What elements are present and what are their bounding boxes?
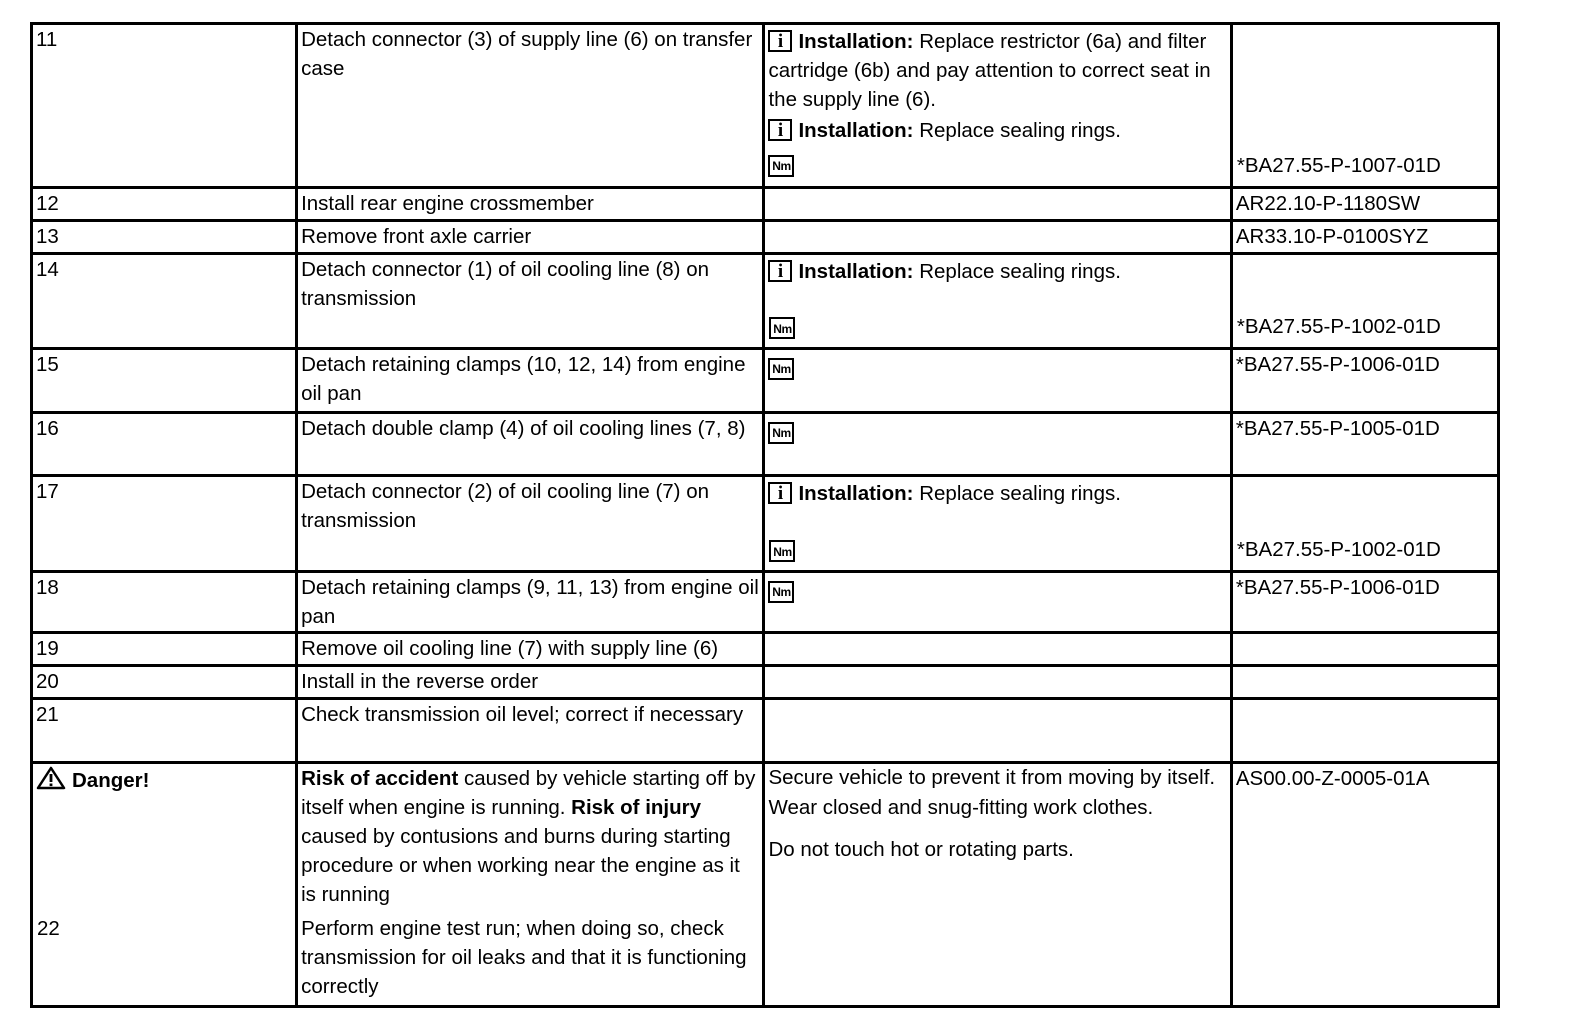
step-action: Install in the reverse order bbox=[297, 666, 764, 699]
reference-link[interactable]: *BA27.55-P-1006-01D bbox=[1231, 349, 1498, 413]
torque-icon: Nm bbox=[768, 581, 794, 603]
table-row bbox=[32, 24, 1499, 188]
table-row bbox=[32, 476, 1499, 572]
torque-icon: Nm bbox=[768, 358, 794, 380]
table-row bbox=[32, 699, 1499, 763]
installation-text: Replace sealing rings. bbox=[919, 260, 1121, 283]
torque-icon: Nm bbox=[768, 155, 794, 177]
reference-cell bbox=[1231, 699, 1498, 763]
safety-measure: Wear closed and snug-fitting work clothes. bbox=[768, 796, 1154, 819]
step-number: 15 bbox=[32, 349, 297, 413]
step-notes bbox=[764, 633, 1231, 666]
installation-text: Replace restrictor (6a) and filter cartridge (6b) and pay attention to correct seat in the supply line (6). bbox=[768, 30, 1211, 111]
step-action: Detach connector (3) of supply line (6) on transfer case bbox=[297, 24, 764, 188]
table-row bbox=[32, 572, 1499, 633]
risk-text bbox=[301, 764, 759, 914]
step-action: Install rear engine crossmember bbox=[297, 188, 764, 221]
table-row-danger bbox=[32, 763, 1499, 1007]
step-number: 22 bbox=[37, 917, 60, 940]
info-icon: i bbox=[768, 119, 792, 141]
step-number: 19 bbox=[32, 633, 297, 666]
table-row bbox=[32, 188, 1499, 221]
table-row bbox=[32, 254, 1499, 349]
info-icon: i bbox=[768, 482, 792, 504]
safety-measures bbox=[764, 763, 1231, 1007]
step-notes bbox=[764, 572, 1231, 633]
installation-label: Installation: bbox=[798, 260, 914, 283]
torque-icon: Nm bbox=[768, 422, 794, 444]
step-action: Perform engine test run; when doing so, check transmission for oil leaks and that it is functioning correctly bbox=[301, 917, 747, 998]
step-number: 17 bbox=[32, 476, 297, 572]
repair-procedure-table bbox=[30, 22, 1500, 1008]
reference-cell bbox=[1231, 476, 1498, 572]
reference-link[interactable]: *BA27.55-P-1005-01D bbox=[1231, 413, 1498, 476]
table-row bbox=[32, 221, 1499, 254]
step-notes bbox=[764, 349, 1231, 413]
risk-accident-label: Risk of accident bbox=[301, 767, 459, 790]
installation-text: Replace sealing rings. bbox=[919, 119, 1121, 142]
step-notes bbox=[764, 188, 1231, 221]
safety-measure: Secure vehicle to prevent it from moving by itself. bbox=[768, 766, 1216, 789]
danger-step-cell bbox=[32, 763, 297, 1007]
step-notes bbox=[764, 476, 1231, 572]
step-action: Detach connector (1) of oil cooling line (8) on transmission bbox=[297, 254, 764, 349]
info-icon: i bbox=[768, 260, 792, 282]
step-number: 13 bbox=[32, 221, 297, 254]
risk-injury-text: caused by contusions and burns during starting procedure or when working near the engine as it is running bbox=[301, 825, 740, 906]
step-notes bbox=[764, 413, 1231, 476]
step-action: Detach connector (2) of oil cooling line (7) on transmission bbox=[297, 476, 764, 572]
reference-cell bbox=[1231, 24, 1498, 188]
step-number: 20 bbox=[32, 666, 297, 699]
reference-cell bbox=[1231, 666, 1498, 699]
table-row bbox=[32, 413, 1499, 476]
torque-icon: Nm bbox=[769, 317, 795, 339]
reference-link[interactable]: AR33.10-P-0100SYZ bbox=[1231, 221, 1498, 254]
step-action: Remove front axle carrier bbox=[297, 221, 764, 254]
step-number: 11 bbox=[32, 24, 297, 188]
installation-label: Installation: bbox=[798, 482, 914, 505]
step-number: 14 bbox=[32, 254, 297, 349]
table-row bbox=[32, 349, 1499, 413]
step-action: Remove oil cooling line (7) with supply line (6) bbox=[297, 633, 764, 666]
danger-heading bbox=[36, 766, 292, 795]
reference-cell bbox=[1231, 633, 1498, 666]
step-number: 16 bbox=[32, 413, 297, 476]
reference-link[interactable]: *BA27.55-P-1007-01D bbox=[1236, 154, 1441, 177]
warning-triangle-icon bbox=[36, 766, 66, 790]
info-icon: i bbox=[768, 30, 792, 52]
danger-description bbox=[297, 763, 764, 1007]
table-row bbox=[32, 666, 1499, 699]
step-number: 12 bbox=[32, 188, 297, 221]
reference-link[interactable]: *BA27.55-P-1002-01D bbox=[1236, 315, 1441, 338]
table-row bbox=[32, 633, 1499, 666]
danger-label: Danger! bbox=[72, 769, 150, 792]
risk-accident-text: caused by vehicle starting off by itself when engine is running. bbox=[301, 767, 756, 819]
installation-label: Installation: bbox=[798, 119, 914, 142]
step-action: Detach double clamp (4) of oil cooling lines (7, 8) bbox=[297, 413, 764, 476]
installation-text: Replace sealing rings. bbox=[919, 482, 1121, 505]
reference-link[interactable]: AR22.10-P-1180SW bbox=[1231, 188, 1498, 221]
step-action: Check transmission oil level; correct if necessary bbox=[297, 699, 764, 763]
reference-link[interactable]: *BA27.55-P-1006-01D bbox=[1231, 572, 1498, 633]
reference-cell bbox=[1231, 254, 1498, 349]
step-notes bbox=[764, 24, 1231, 188]
step-number: 21 bbox=[32, 699, 297, 763]
step-number: 18 bbox=[32, 572, 297, 633]
step-notes bbox=[764, 699, 1231, 763]
step-notes bbox=[764, 666, 1231, 699]
step-action: Detach retaining clamps (9, 11, 13) from engine oil pan bbox=[297, 572, 764, 633]
torque-icon: Nm bbox=[769, 540, 795, 562]
reference-link[interactable]: AS00.00-Z-0005-01A bbox=[1231, 763, 1498, 1007]
step-notes bbox=[764, 254, 1231, 349]
installation-label: Installation: bbox=[798, 30, 914, 53]
safety-measure: Do not touch hot or rotating parts. bbox=[768, 838, 1074, 861]
risk-injury-label: Risk of injury bbox=[571, 796, 702, 819]
step-action: Detach retaining clamps (10, 12, 14) from engine oil pan bbox=[297, 349, 764, 413]
reference-link[interactable]: *BA27.55-P-1002-01D bbox=[1236, 538, 1441, 561]
step-notes bbox=[764, 221, 1231, 254]
